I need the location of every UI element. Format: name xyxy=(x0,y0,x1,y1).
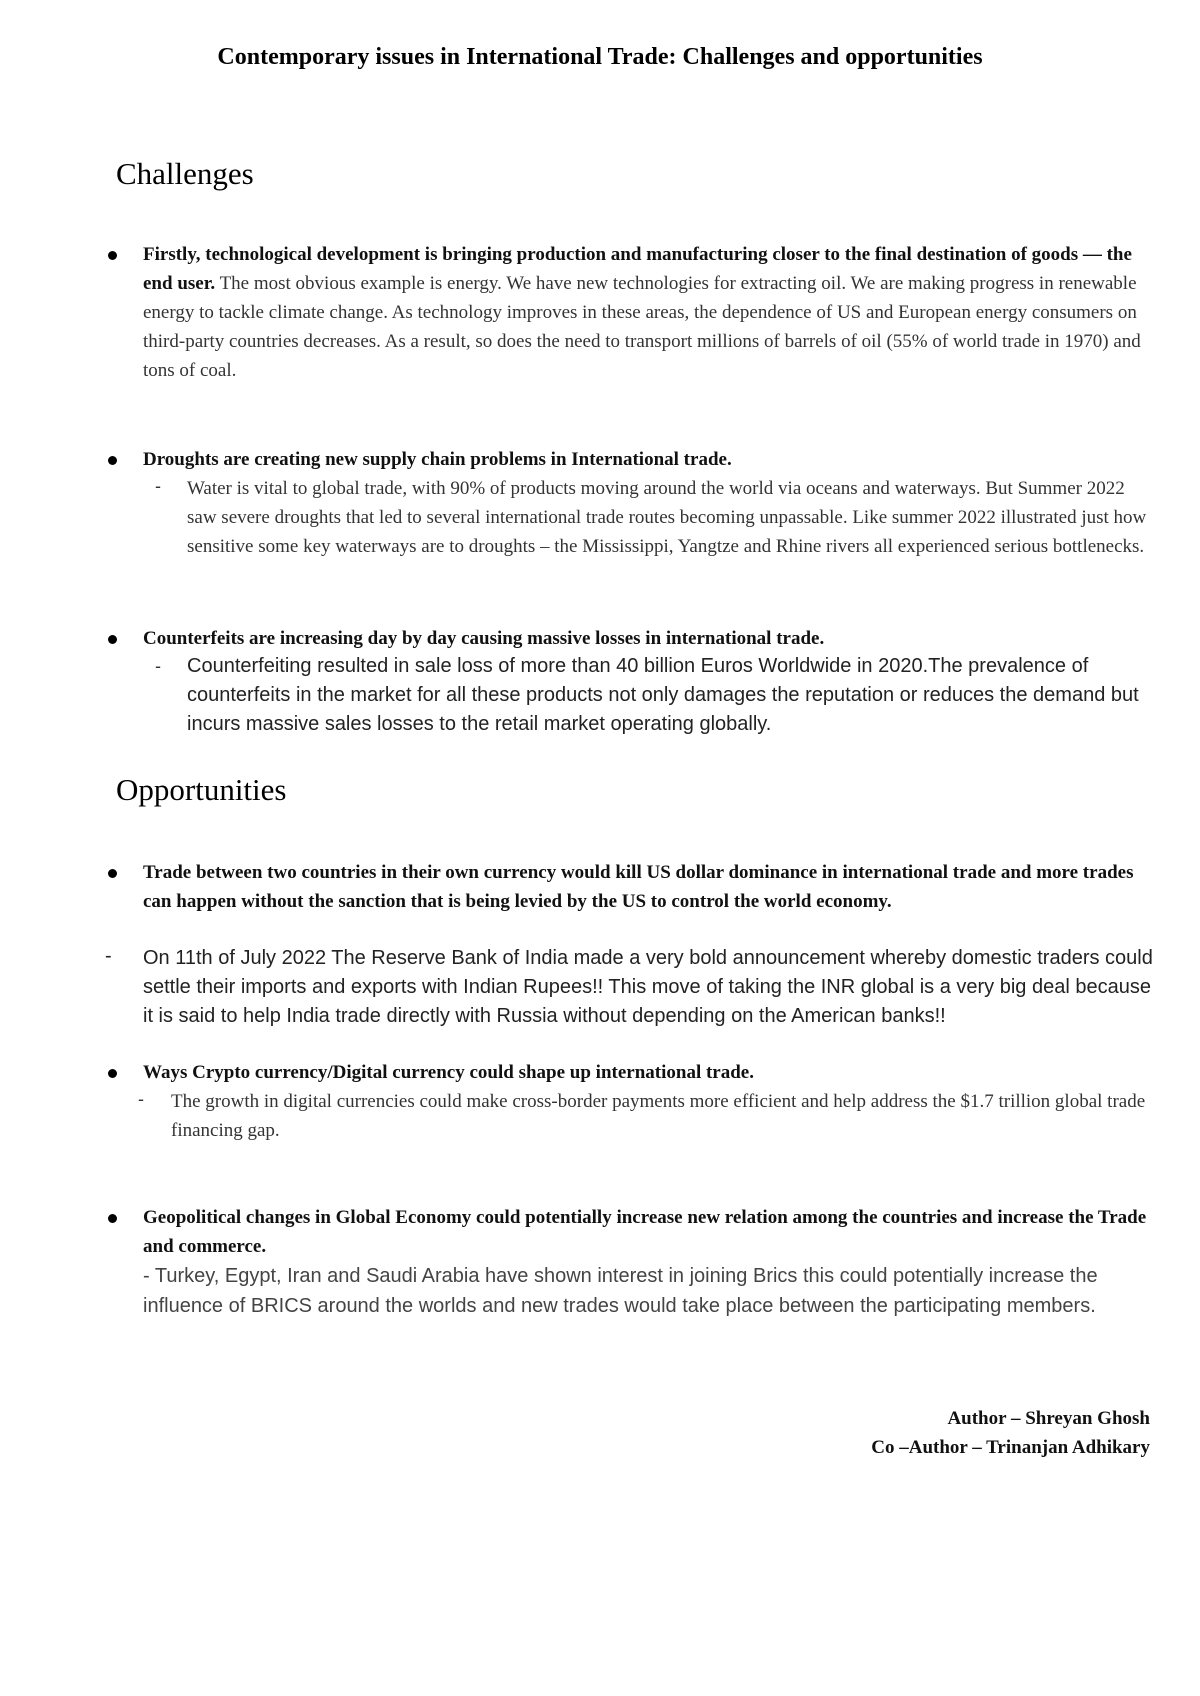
challenges-heading: Challenges xyxy=(116,156,254,191)
opportunity-crypto-heading: Ways Crypto currency/Digital currency could shape up international trade. xyxy=(143,1062,754,1083)
list-item xyxy=(143,240,1153,385)
list-item xyxy=(143,1058,1153,1087)
opportunity-geopolitics-text: - Turkey, Egypt, Iran and Saudi Arabia have shown interest in joining Brics this could potentially increase the influence of BRICS around the worlds and new trades would take place between the participating members. xyxy=(143,1265,1098,1317)
bullet-icon xyxy=(108,1069,117,1078)
dash-marker: - xyxy=(138,1089,144,1109)
list-item xyxy=(143,858,1153,916)
list-item xyxy=(171,1087,1151,1145)
opportunity-crypto-text: The growth in digital currencies could make cross-border payments more efficient and help address the $1.7 trillion global trade financing gap. xyxy=(171,1091,1146,1141)
challenge-technology-text: The most obvious example is energy. We have new technologies for extracting oil. We are making progress in renewable energy to tackle climate change. As technology improves in these areas, the dependence of US and European energy consumers on third-party countries decreases. As a result, so does the need to transport millions of barrels of oil (55% of world trade in 1970) and tons of coal. xyxy=(143,273,1141,381)
list-item xyxy=(187,474,1147,561)
challenge-droughts-heading: Droughts are creating new supply chain problems in International trade. xyxy=(143,449,732,470)
challenge-counterfeits-heading: Counterfeits are increasing day by day causing massive losses in international trade. xyxy=(143,628,825,649)
challenge-counterfeits-text: Counterfeiting resulted in sale loss of more than 40 billion Euros Worldwide in 2020.The prevalence of counterfeits in the market for all these products not only damages the reputation or reduces the demand but incurs massive sales losses to the retail market operating globally. xyxy=(187,655,1139,735)
document-title: Contemporary issues in International Trade: Challenges and opportunities xyxy=(217,44,983,70)
bullet-icon xyxy=(108,869,117,878)
bullet-icon xyxy=(108,456,117,465)
challenge-droughts-text: Water is vital to global trade, with 90% of products moving around the world via oceans and waterways. But Summer 2022 saw severe droughts that led to several international trade routes becoming unpassable. Like summer 2022 illustrated just how sensitive some key waterways are to droughts – the Mississippi, Yangtze and Rhine rivers all experienced serious bottlenecks. xyxy=(187,478,1147,557)
challenge-technology-heading: Firstly, technological development is bringing production and manufacturing closer to the final destination of goods — the end user. xyxy=(143,244,1132,294)
bullet-icon xyxy=(108,635,117,644)
dash-marker: - xyxy=(155,476,161,496)
list-item xyxy=(115,944,1155,1031)
list-item xyxy=(143,624,1153,653)
dash-marker: - xyxy=(105,945,112,967)
opportunities-heading: Opportunities xyxy=(116,772,287,807)
bullet-icon xyxy=(108,251,117,260)
list-item xyxy=(143,445,1153,474)
list-item xyxy=(187,652,1152,739)
list-item xyxy=(143,1203,1153,1321)
opportunity-currency-text: On 11th of July 2022 The Reserve Bank of India made a very bold announcement whereby domestic traders could settle their imports and exports with Indian Rupees!! This move of taking the INR global is a very big deal because it is said to help India trade directly with Russia without depending on the American banks!! xyxy=(143,947,1153,1027)
bullet-icon xyxy=(108,1214,117,1223)
opportunity-geopolitics-heading: Geopolitical changes in Global Economy could potentially increase new relation among the countries and increase the Trade and commerce. xyxy=(143,1207,1147,1257)
author-line: Author – Shreyan Ghosh xyxy=(947,1408,1150,1429)
dash-marker: - xyxy=(155,656,161,676)
opportunity-currency-heading: Trade between two countries in their own currency would kill US dollar dominance in international trade and more trades can happen without the sanction that is being levied by the US to control the world economy. xyxy=(143,862,1134,912)
co-author-line: Co –Author – Trinanjan Adhikary xyxy=(871,1437,1150,1458)
